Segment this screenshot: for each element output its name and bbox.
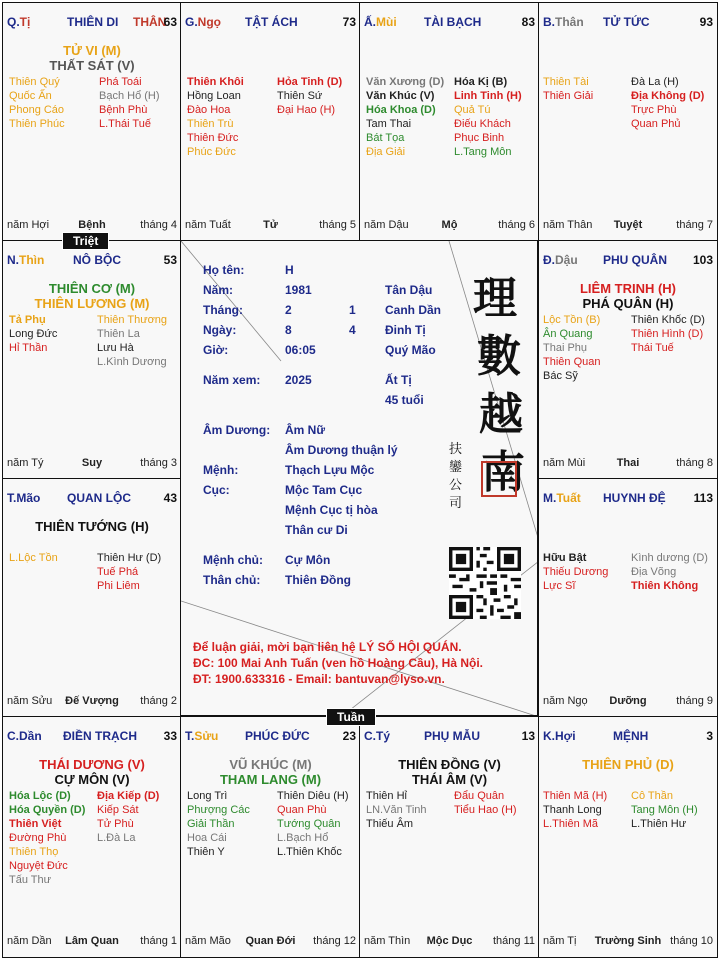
label-month: Tháng: <box>203 303 243 317</box>
cell-footer: năm Tuất Tử tháng 5 <box>185 219 356 231</box>
minor-stars-left: Thiên Mã (H) Thanh Long L.Thiên Mã <box>543 790 608 830</box>
label-year: Năm: <box>203 283 234 297</box>
value-name: H <box>285 263 294 277</box>
minor-stars-left: Thiên Khôi Hồng Loan Đào Hoa Thiên Trù Thiên Đức Phúc Đức <box>187 76 244 158</box>
cell-header: N.Thìn NÔ BỘC 53 <box>7 253 177 267</box>
value-view-canchi: Ất Tị <box>385 373 412 387</box>
minor-stars-right: Đà La (H) Địa Không (D) Trực Phù Quan Phủ <box>631 76 705 130</box>
cell-header: C.Dần ĐIỀN TRẠCH 33 <box>7 729 177 743</box>
main-stars: THIÊN PHỦ (D) <box>582 757 674 772</box>
cell-footer: năm Tị Trường Sinh tháng 10 <box>543 935 713 947</box>
cell-hoi-menh <box>538 716 718 958</box>
label-than-chu: Thân chủ: <box>203 573 261 587</box>
cell-footer: năm Tý Suy tháng 3 <box>7 457 177 469</box>
minor-stars-left: Hữu Bật Thiếu Dương Lực Sĩ <box>543 552 609 592</box>
cell-tuat-huynh-de <box>538 478 718 718</box>
minor-stars-left: Lộc Tồn (B) Ân Quang Thai Phụ Thiên Quan Bác Sỹ <box>543 314 601 382</box>
cell-footer: năm Mão Quan Đới tháng 12 <box>185 935 356 947</box>
value-lunar-day: 4 <box>349 323 356 337</box>
value-than-cu: Thân cư Di <box>285 523 348 537</box>
minor-stars-right: Cô Thần Tang Môn (H) L.Thiên Hư <box>631 790 698 830</box>
value-hour-canchi: Quý Mão <box>385 343 436 357</box>
cell-footer: năm Sửu Đế Vượng tháng 2 <box>7 695 177 707</box>
cell-footer: năm Dậu Mộ tháng 6 <box>364 219 535 231</box>
main-stars: LIÊM TRINH (H) PHÁ QUÂN (H) <box>579 281 677 311</box>
cell-header: T.Mão QUAN LỘC 43 <box>7 491 177 505</box>
cell-footer: năm Dần Lâm Quan tháng 1 <box>7 935 177 947</box>
cell-suu-phuc-duc <box>180 716 361 958</box>
label-menh: Mệnh: <box>203 463 239 477</box>
value-month: 2 <box>285 303 292 317</box>
minor-stars-left: Văn Xương (D) Văn Khúc (V) Hóa Khoa (D) Tam Thai Bát Tọa Địa Giải <box>366 76 445 158</box>
cell-header: C.Tý PHỤ MẪU 13 <box>364 729 535 743</box>
main-stars: THÁI DƯƠNG (V) CỰ MÔN (V) <box>39 757 145 787</box>
minor-stars-right: Địa Kiếp (D) Kiếp Sát Tử Phù L.Đà La <box>97 790 160 844</box>
value-cuc: Mộc Tam Cục <box>285 483 363 497</box>
main-stars: TỬ VI (M) THẤT SÁT (V) <box>49 43 135 73</box>
minor-stars-right: Hỏa Tinh (D) Thiên Sứ Đại Hao (H) <box>277 76 343 116</box>
label-menh-chu: Mệnh chủ: <box>203 553 263 567</box>
cell-footer: năm Ngọ Dưỡng tháng 9 <box>543 695 713 707</box>
minor-stars-right: Thiên Hư (D) Tuế Phá Phi Liêm <box>97 552 162 592</box>
label-day: Ngày: <box>203 323 237 337</box>
minor-stars-right: Thiên Khốc (D) Thiên Hình (D) Thái Tuế <box>631 314 705 354</box>
tuan-marker: Tuần <box>326 708 376 726</box>
cell-ngo-tat-ach <box>180 2 361 242</box>
label-view-year: Năm xem: <box>203 373 261 387</box>
minor-stars-left: Hóa Lộc (D) Hóa Quyền (D) Thiên Việt Đường Phù Thiên Thọ Nguyệt Đức Tấu Thư <box>9 790 86 886</box>
cell-header: T.Sửu PHÚC ĐỨC 23 <box>185 729 356 743</box>
value-am-duong-detail: Âm Dương thuận lý <box>285 443 398 457</box>
value-day-canchi: Đinh Tị <box>385 323 426 337</box>
label-am-duong: Âm Dương: <box>203 423 271 437</box>
cell-footer: năm Hợi Bệnh tháng 4 <box>7 219 177 231</box>
value-month-canchi: Canh Dần <box>385 303 442 317</box>
cell-ty-thien-di <box>2 2 182 242</box>
label-name: Họ tên: <box>203 263 245 277</box>
contact-info: Để luận giải, mời bạn liên hệ LÝ SỐ HỘI QUÁN. ĐC: 100 Mai Anh Tuấn (ven hồ Hoàng Cầu), Hà Nội. ĐT: 1900.633316 - Email: bantuvan@lyso.vn. <box>193 640 484 686</box>
cell-header: G.Ngọ TẬT ÁCH 73 <box>185 15 356 29</box>
value-than-chu: Thiên Đồng <box>285 573 351 587</box>
minor-stars-right: Đẩu Quân Tiểu Hao (H) <box>454 790 517 816</box>
cell-header: Ấ.Mùi TÀI BẠCH 83 <box>364 15 535 29</box>
main-stars: THIÊN ĐỒNG (V) THÁI ÂM (V) <box>398 757 501 787</box>
minor-stars-left: L.Lộc Tồn <box>9 552 58 564</box>
calligraphy-logo: 理 數 越 南 <box>473 273 525 498</box>
cell-thin-no-boc <box>2 240 182 480</box>
cell-header: B.Thân TỬ TỨC 93 <box>543 15 713 29</box>
value-cuc-relation: Mệnh Cục tị hòa <box>285 503 378 517</box>
value-hour: 06:05 <box>285 343 316 357</box>
cell-header: Đ.Dậu PHU QUÂN 103 <box>543 253 713 267</box>
value-year: 1981 <box>285 283 312 297</box>
cell-header: Q.Tị THIÊN DI THÂN 63 <box>7 15 177 29</box>
value-view-year: 2025 <box>285 373 312 387</box>
minor-stars-left: Thiên Hỉ LN.Văn Tinh Thiếu Âm <box>366 790 427 830</box>
cell-header: M.Tuất HUYNH ĐỆ 113 <box>543 491 713 505</box>
minor-stars-left: Long Trì Phượng Các Giải Thần Hoa Cái Thiên Y <box>187 790 250 858</box>
value-lunar-month: 1 <box>349 303 356 317</box>
cell-footer: năm Thân Tuyệt tháng 7 <box>543 219 713 231</box>
minor-stars-right: Hóa Kị (B) Linh Tinh (H) Quả Tú Điếu Khách Phục Binh L.Tang Môn <box>454 76 522 158</box>
main-stars: THIÊN TƯỚNG (H) <box>35 519 149 534</box>
minor-stars-left: Tả Phụ Long Đức Hỉ Thần <box>9 314 58 354</box>
main-stars: VŨ KHÚC (M) THAM LANG (M) <box>219 757 322 787</box>
minor-stars-left: Thiên Tài Thiên Giải <box>543 76 594 102</box>
cell-than-tu-tuc <box>538 2 718 242</box>
label-hour: Giờ: <box>203 343 229 357</box>
cell-mui-tai-bach <box>359 2 540 242</box>
value-menh-chu: Cự Môn <box>285 553 331 567</box>
value-age: 45 tuổi <box>385 393 424 407</box>
qr-code[interactable] <box>449 547 521 619</box>
center-info-panel <box>180 240 538 716</box>
label-cuc: Cục: <box>203 483 230 497</box>
minor-stars-right: Thiên Thương Thiên La Lưu Hà L.Kình Dương <box>97 314 168 368</box>
cell-dan-dien-trach <box>2 716 182 958</box>
value-year-canchi: Tân Dậu <box>385 283 433 297</box>
cell-header: K.Hợi MỆNH 3 <box>543 729 713 743</box>
triet-marker: Triệt <box>62 232 109 250</box>
value-menh: Thạch Lựu Mộc <box>285 463 375 477</box>
value-day: 8 <box>285 323 292 337</box>
cell-ty-phu-mau <box>359 716 540 958</box>
cell-dau-phu-quan <box>538 240 718 480</box>
cell-mao-quan-loc <box>2 478 182 718</box>
minor-stars-right: Phá Toái Bạch Hổ (H) Bệnh Phù L.Thái Tuế <box>99 76 160 130</box>
main-stars: THIÊN CƠ (M) THIÊN LƯƠNG (M) <box>34 281 150 311</box>
red-seal-stamp <box>481 461 517 497</box>
value-am-duong: Âm Nữ <box>285 423 326 437</box>
cell-footer: năm Mùi Thai tháng 8 <box>543 457 713 469</box>
minor-stars-left: Thiên Quý Quốc Ấn Phong Cáo Thiên Phúc <box>9 76 65 130</box>
seal-text: 扶 鑾 公 司 <box>449 442 463 511</box>
cell-footer: năm Thìn Mộc Dục tháng 11 <box>364 935 535 947</box>
minor-stars-right: Thiên Diêu (H) Quan Phù Tướng Quân L.Bạch Hổ L.Thiên Khốc <box>277 790 349 858</box>
minor-stars-right: Kình dương (D) Địa Võng Thiên Không <box>631 552 708 592</box>
